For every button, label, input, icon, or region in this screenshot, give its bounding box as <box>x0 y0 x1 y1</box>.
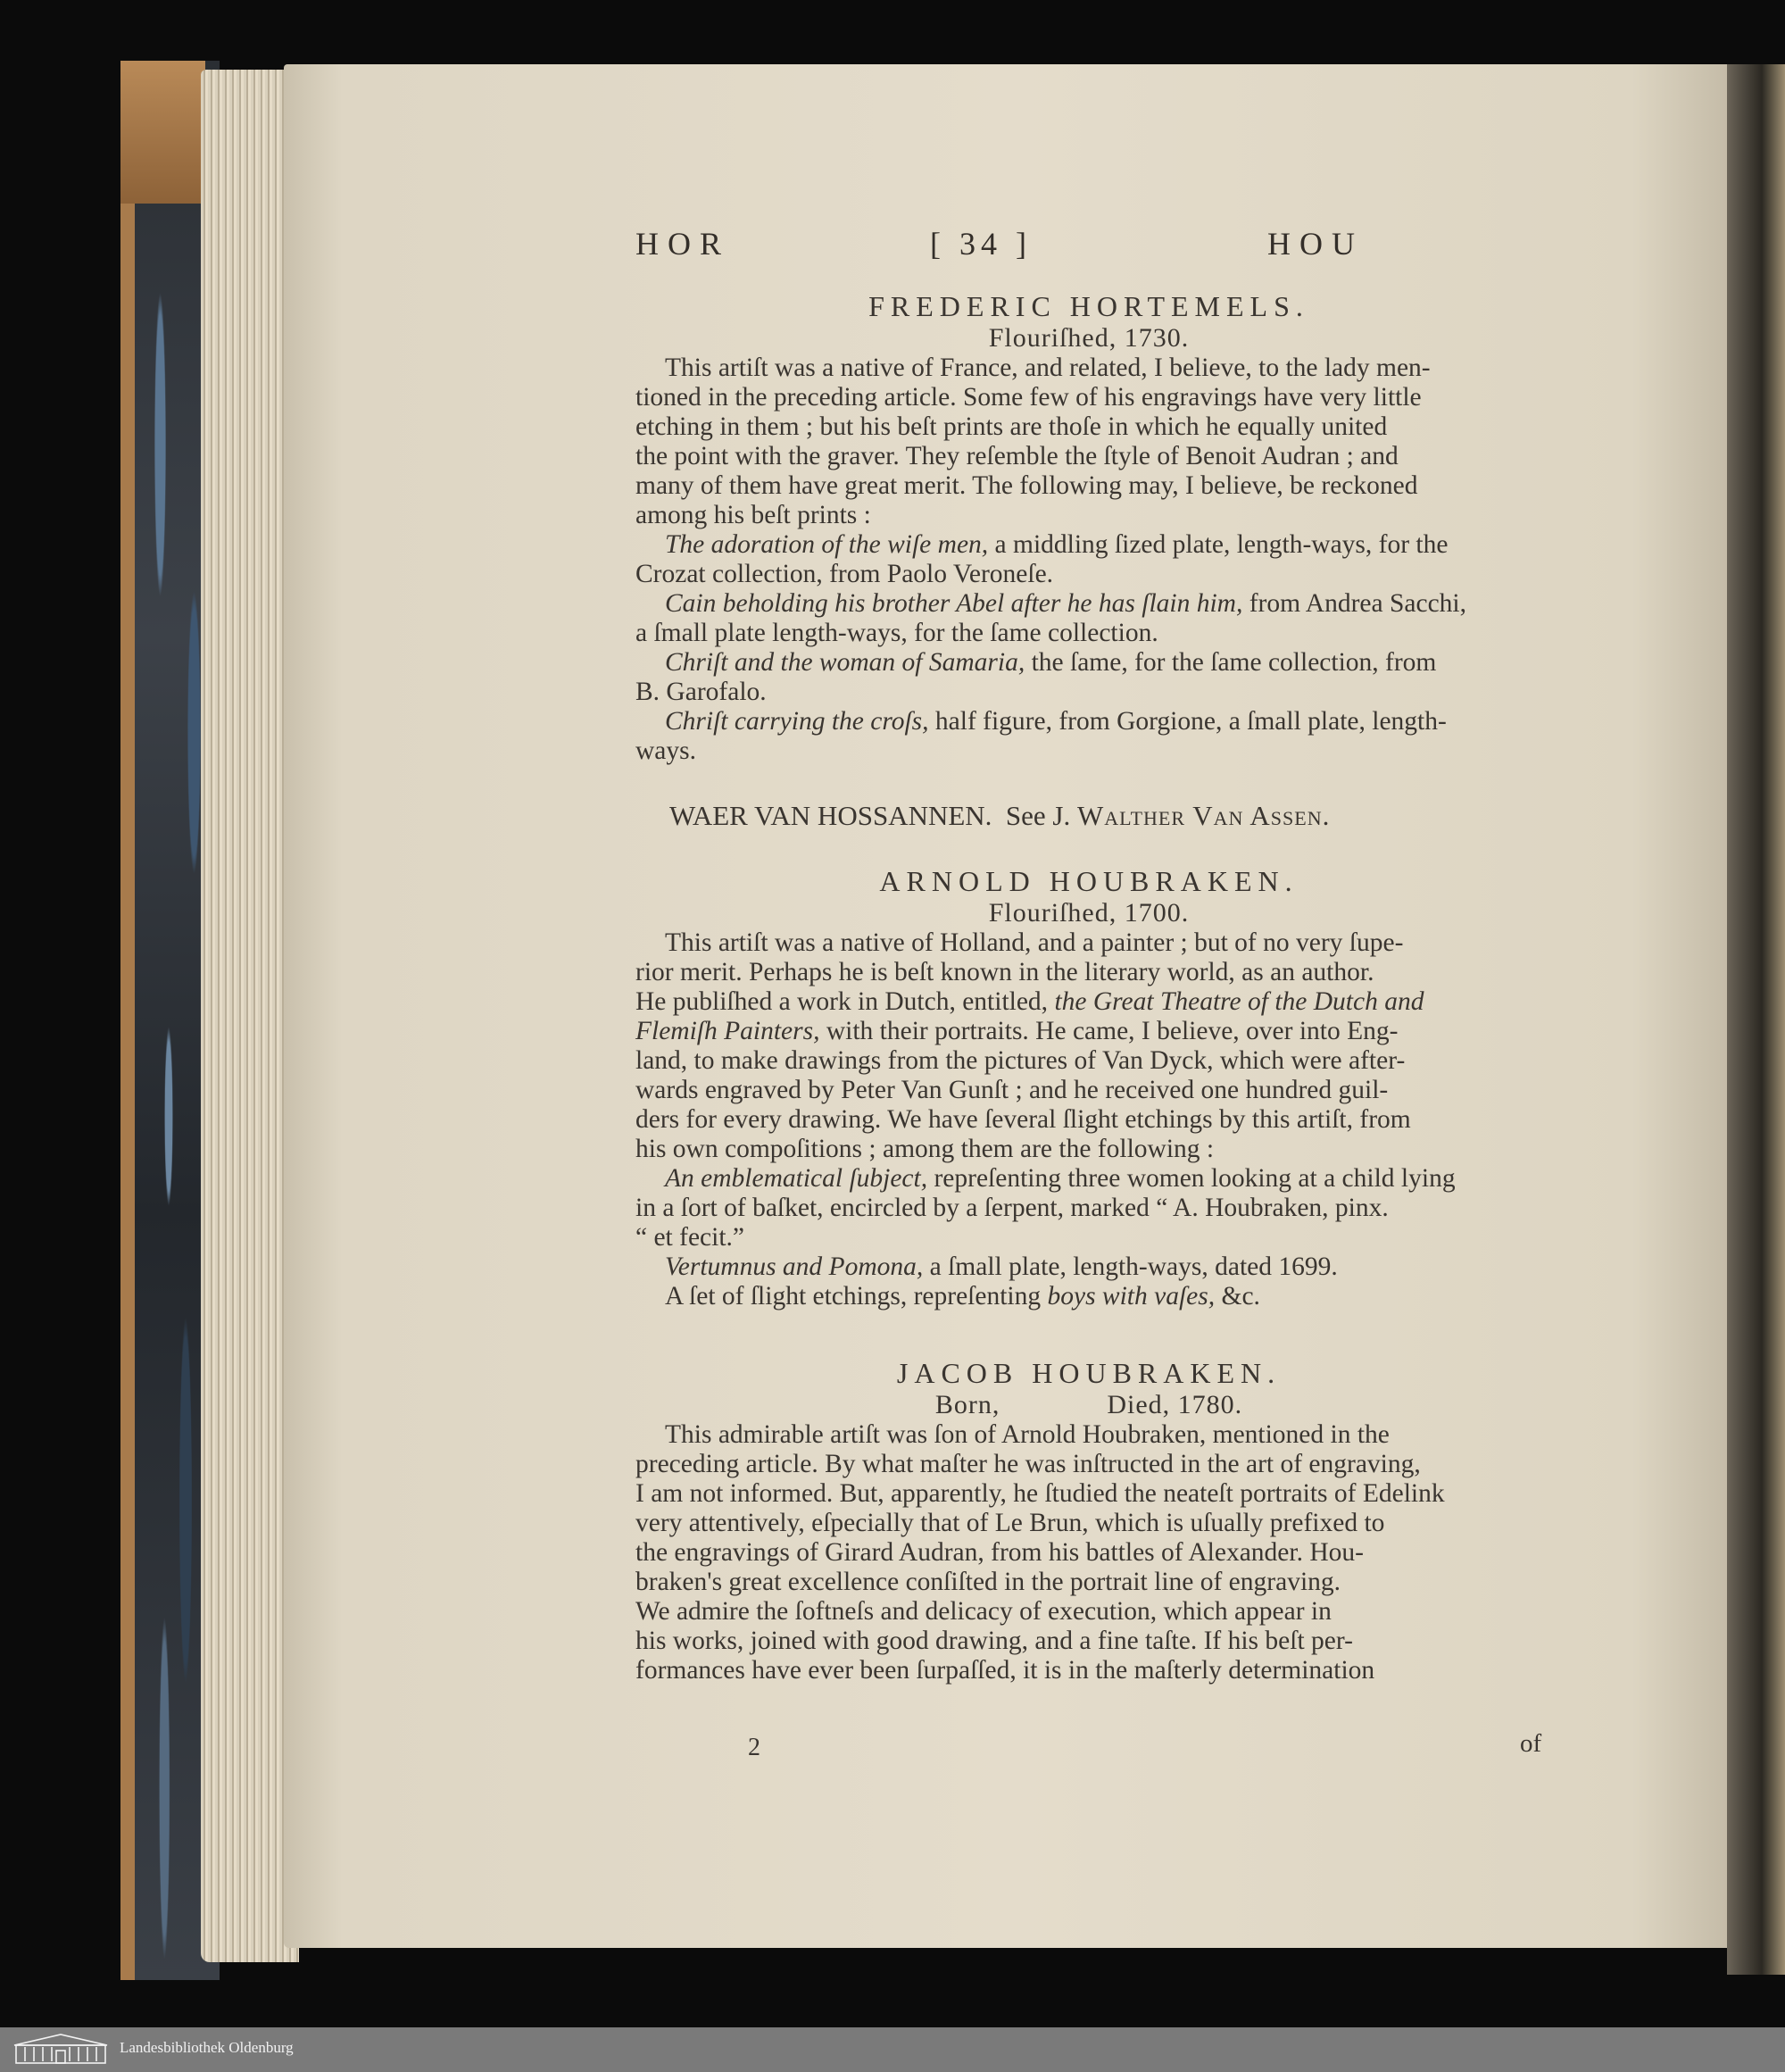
paragraph-line: I am not informed. But, apparently, he ſtudied the neateſt portraits of Edelink <box>635 1479 1445 1508</box>
footer-bar <box>0 2027 1785 2072</box>
work-entry-cont: ways. <box>635 736 697 765</box>
paragraph-line: tioned in the preceding article. Some few of his engravings have very little <box>635 383 1422 412</box>
work-title: An emblematical ſubject, <box>665 1164 928 1193</box>
work-title: Vertumnus and Pomona, <box>665 1252 924 1281</box>
cross-ref-see: See J. <box>1005 800 1071 831</box>
paragraph-line: wards engraved by Peter Van Gunſt ; and he received one hundred guil- <box>635 1076 1389 1104</box>
paragraph-line: the point with the graver. They reſemble the ſtyle of Benoit Audran ; and <box>635 442 1399 470</box>
work-desc: from Andrea Sacchi, <box>1242 589 1467 618</box>
book-title: the Great Theatre of the Dutch and <box>1054 987 1424 1016</box>
died-label: Died, 1780. <box>1107 1390 1243 1419</box>
paragraph-line: his own compoſitions ; among them are the following : <box>635 1135 1215 1163</box>
text-block <box>635 223 1542 1685</box>
page-number: [ 34 ] <box>930 226 1032 262</box>
work-entry-cont: in a ſort of baſket, encircled by a ſerpent, marked “ A. Houbraken, pinx. <box>635 1194 1389 1222</box>
work-title: The adoration of the wiſe men, <box>665 530 989 559</box>
paragraph-line: ders for every drawing. We have ſeveral ſlight etchings by this artiſt, from <box>635 1105 1411 1134</box>
book-title: Flemiſh Painters, <box>635 1017 820 1045</box>
paragraph-line: his works, joined with good drawing, and a fine taſte. If his beſt per- <box>635 1627 1353 1655</box>
running-head-right: HOU <box>1267 226 1364 262</box>
entry-dates-jacob <box>635 1390 1542 1420</box>
entry-heading-arnold: ARNOLD HOUBRAKEN. <box>879 865 1299 897</box>
cross-ref-target: Walther Van Assen. <box>1077 800 1331 831</box>
library-name: Landesbibliothek Oldenburg <box>120 2039 294 2056</box>
work-desc: a ſmall plate, length-ways, dated 1699. <box>923 1252 1338 1281</box>
work-entry <box>635 707 1542 736</box>
cross-ref-name: WAER VAN HOSSANNEN. <box>669 800 992 831</box>
paragraph-line: among his beſt prints : <box>635 501 871 529</box>
running-head-left: HOR <box>635 226 731 262</box>
entry-heading-hortemels: FREDERIC HORTEMELS. <box>868 290 1309 322</box>
paragraph-line: very attentively, eſpecially that of Le Brun, which is uſually prefixed to <box>635 1509 1385 1537</box>
paragraph-line: formances have ever been ſurpaſſed, it is in the maſterly determination <box>635 1656 1375 1685</box>
paragraph-line <box>635 1017 1542 1046</box>
catchword: of <box>1520 1729 1542 1758</box>
paragraph-line: This artiſt was a native of France, and related, I believe, to the lady men- <box>665 354 1431 382</box>
paragraph-line: This admirable artiſt was ſon of Arnold Houbraken, mentioned in the <box>665 1420 1390 1449</box>
paragraph-line: many of them have great merit. The following may, I believe, be reckoned <box>635 471 1418 500</box>
entry-heading-jacob: JACOB HOUBRAKEN. <box>896 1357 1282 1389</box>
work-entry <box>635 1282 1542 1311</box>
library-building-icon <box>12 2033 109 2067</box>
paragraph-line: etching in them ; but his beſt prints are thoſe in which he equally united <box>635 412 1388 441</box>
work-desc: the ſame, for the ſame collection, from <box>1025 648 1437 677</box>
work-desc: A ſet of ſlight etchings, repreſenting <box>665 1282 1048 1311</box>
born-label: Born, <box>934 1390 1000 1419</box>
paragraph-line: preceding article. By what maſter he was inſtructed in the art of engraving, <box>635 1450 1421 1478</box>
text-run: He publiſhed a work in Dutch, entitled, <box>635 987 1055 1016</box>
work-title: Chriſt and the woman of Samaria, <box>665 648 1025 677</box>
work-entry-cont: a ſmall plate length-ways, for the ſame collection. <box>635 619 1158 647</box>
work-desc: &c. <box>1215 1282 1260 1311</box>
paragraph-line: rior merit. Perhaps he is beſt known in the literary world, as an author. <box>635 958 1374 986</box>
paragraph-line <box>635 987 1542 1017</box>
entry-dates-arnold: Flouriſhed, 1700. <box>988 898 1190 928</box>
entry-dates-hortemels: Flouriſhed, 1730. <box>988 323 1190 353</box>
paragraph-line: We admire the ſoftneſs and delicacy of execution, which appear in <box>635 1597 1332 1626</box>
paragraph-line: This artiſt was a native of Holland, and a painter ; but of no very ſupe- <box>665 928 1404 957</box>
work-entry <box>635 530 1542 560</box>
paragraph-line: land, to make drawings from the pictures of Van Dyck, which were after- <box>635 1046 1406 1075</box>
work-desc: repreſenting three women looking at a child lying <box>927 1164 1456 1193</box>
paragraph-line: braken's great excellence conſiſted in the portrait line of engraving. <box>635 1568 1341 1596</box>
work-title: boys with vaſes, <box>1047 1282 1216 1311</box>
work-entry <box>635 1164 1542 1194</box>
work-entry <box>635 648 1542 678</box>
gutter-shadow <box>1727 64 1785 1975</box>
work-entry <box>635 1252 1542 1282</box>
work-desc: half figure, from Gorgione, a ſmall plate, length- <box>928 707 1447 736</box>
signature-mark: 2 <box>748 1734 760 1761</box>
work-entry <box>635 589 1542 619</box>
work-title: Cain beholding his brother Abel after he has ſlain him, <box>665 589 1243 618</box>
leather-spine <box>120 61 205 204</box>
work-desc: a middling ſized plate, length-ways, for the <box>988 530 1449 559</box>
cross-reference <box>635 800 1542 832</box>
work-entry-cont: Crozat collection, from Paolo Veroneſe. <box>635 560 1054 588</box>
text-run: with their portraits. He came, I believe, over into Eng- <box>819 1017 1399 1045</box>
work-title: Chriſt carrying the croſs, <box>665 707 929 736</box>
work-entry-cont: “ et fecit.” <box>635 1223 745 1252</box>
work-entry-cont: B. Garofalo. <box>635 678 767 706</box>
paragraph-line: the engravings of Girard Audran, from his battles of Alexander. Hou- <box>635 1538 1364 1567</box>
